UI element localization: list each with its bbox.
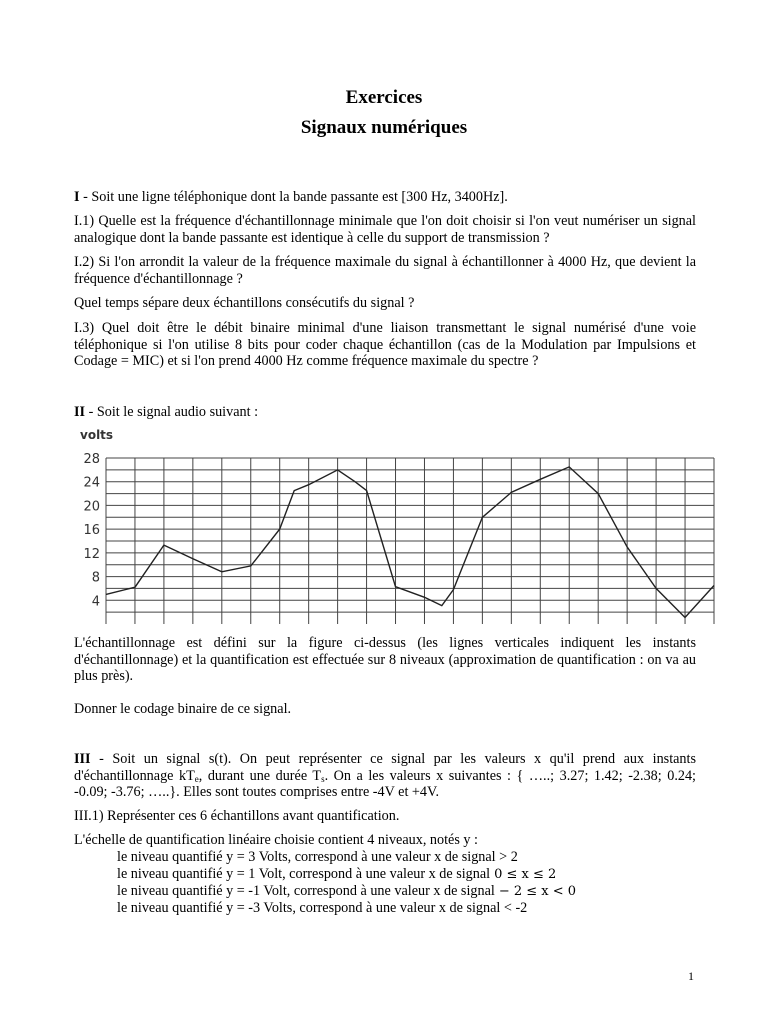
section-2-intro: II - Soit le signal audio suivant : [74,404,259,420]
inequality-2: − 2 ≤ x < 0 [498,884,577,899]
signal-line [106,467,714,618]
question-3-1: III.1) Représenter ces 6 échantillons avant quantification. [74,808,400,824]
scale-intro: L'échelle de quantification linéaire choisie contient 4 niveaux, notés y : [74,832,478,848]
chart-grid [106,458,714,624]
y-tick-label: 24 [83,475,100,491]
question-1-2: I.2) Si l'on arrondit la valeur de la fréquence maximale du signal à échantillonner à 4000 Hz, que devient la fréquence d'échantillonnage ? [74,254,696,287]
y-tick-label: 20 [83,499,100,515]
y-tick-label: 12 [83,546,100,562]
section-3-intro: III - Soit un signal s(t). On peut représenter ce signal par les valeurs x qu'il prend aux instants d'échantillonnage $kT_e$, durant une durée $T_s$. On a les valeurs x suivantes : { …..; 3.27; 1.42; -2.38; 0.24; -0.09; -3.76; …..}. Elles sont toutes comprises entre -4V et +4V. [74,751,696,800]
level-item: le niveau quantifié y = -3 Volts, correspond à une valeur x de signal < -2 [117,900,528,916]
signal-chart [74,425,716,627]
section-1-intro: I - Soit une ligne téléphonique dont la bande passante est [300 Hz, 3400Hz]. [74,189,508,205]
page-number: 1 [688,969,694,983]
level-item: le niveau quantifié y = 1 Volt, correspond à une valeur x de signal 0 ≤ x ≤ 2 [117,866,557,882]
y-tick-label: 28 [83,452,100,467]
y-tick-label: 16 [83,523,100,539]
section-2-label: II [74,404,86,420]
y-tick-label: 8 [91,570,100,586]
section-3-label: III [74,751,91,767]
chart-y-ticks [83,452,100,609]
section-2-para-1: L'échantillonnage est défini sur la figure ci-dessus (les lignes verticales indiquent les instants d'échantillonnage) et la quantification est effectuée sur 8 niveaux (approximation de quantification : on va au plus près). [74,635,696,684]
question-1-1: I.1) Quelle est la fréquence d'échantillonnage minimale que l'on doit choisir si l'on veut numériser un signal analogique dont la bande passante est identique à celle du support de transmission ? [74,213,696,246]
doc-title: Exercices [345,87,423,108]
inequality-1: 0 ≤ x ≤ 2 [494,867,557,882]
question-1-2b: Quel temps sépare deux échantillons consécutifs du signal ? [74,295,415,311]
y-tick-label: 4 [91,594,100,610]
section-1-label: I [74,189,80,205]
level-item: le niveau quantifié y = -1 Volt, correspond à une valeur x de signal − 2 ≤ x < 0 [117,883,577,899]
doc-subtitle: Signaux numériques [300,117,468,138]
section-2-para-2: Donner le codage binaire de ce signal. [74,701,292,717]
level-item: le niveau quantifié y = 3 Volts, correspond à une valeur x de signal > 2 [117,849,518,865]
chart-y-label: volts [80,428,114,442]
question-1-3: I.3) Quel doit être le débit binaire minimal d'une liaison transmettant le signal numérisé d'une voie téléphonique si l'on utilise 8 bits pour coder chaque échantillon (cas de la Modulation par Impulsions et Codage = MIC) et si l'on prend 4000 Hz comme fréquence maximale du spectre ? [74,320,696,369]
